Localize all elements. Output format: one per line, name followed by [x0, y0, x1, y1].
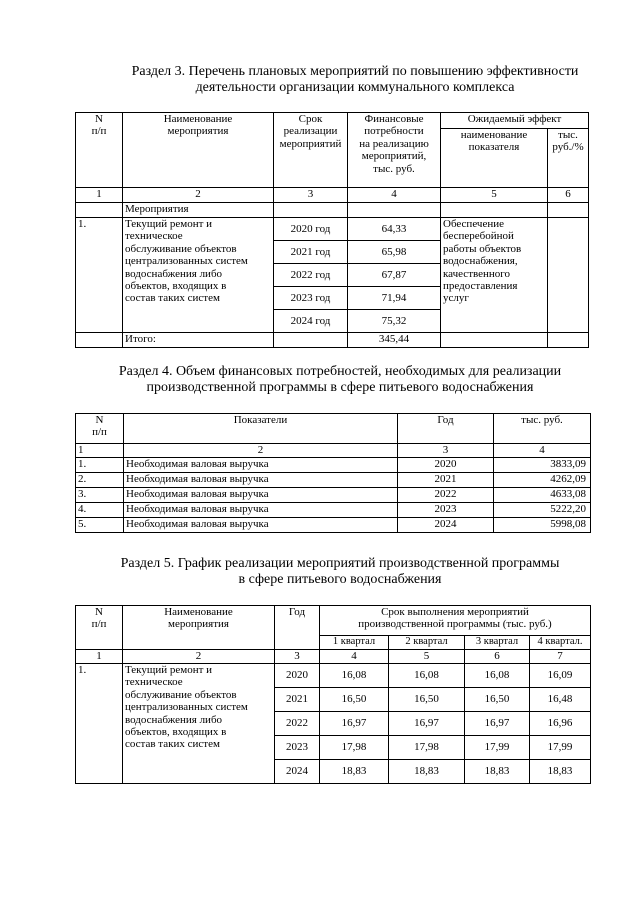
header-term: Срок реализации мероприятий: [274, 113, 348, 188]
header-finance: Финансовые потребности на реализацию мероприятий, тыс. руб.: [348, 113, 441, 188]
total-label: Итого:: [123, 333, 274, 348]
row-year: 2021: [275, 688, 320, 712]
row-year: 2021: [398, 473, 494, 488]
col-number: 4: [348, 188, 441, 203]
col-number: 3: [398, 444, 494, 458]
section5-title-line2: в сфере питьевого водоснабжения: [238, 572, 442, 587]
row-year: 2020 год: [274, 218, 348, 241]
section3-title-line2: деятельности организации коммунального комплекса: [195, 80, 515, 95]
row-q1: 16,97: [320, 712, 389, 736]
row-q2: 18,83: [389, 760, 465, 784]
item-name: Текущий ремонт и техническое обслуживание объектов централизованных систем водоснабжения либо объектов, входящих в состав таких систем: [123, 218, 274, 333]
row-q3: 17,99: [465, 736, 530, 760]
col-number: 4: [320, 650, 389, 664]
row-indicator: Необходимая валовая выручка: [124, 503, 398, 518]
row-value: 65,98: [348, 241, 441, 264]
row-value: 5222,20: [494, 503, 591, 518]
row-q2: 16,08: [389, 664, 465, 688]
section5-title: [60, 556, 620, 588]
item-name: Текущий ремонт и техническое обслуживание объектов централизованных систем водоснабжения либо объектов, входящих в состав таких систем: [123, 664, 275, 784]
row-q2: 16,97: [389, 712, 465, 736]
header-indicator: Показатели: [124, 414, 398, 444]
row-q3: 16,08: [465, 664, 530, 688]
section4-table: [75, 413, 591, 533]
row-year: 2024: [275, 760, 320, 784]
row-year: 2021 год: [274, 241, 348, 264]
section4-title-line2: производственной программы в сфере питьевого водоснабжения: [146, 380, 534, 395]
row-indicator: Необходимая валовая выручка: [124, 458, 398, 473]
header-effect-name: наименование показателя: [441, 129, 548, 188]
header-num: N п/п: [76, 113, 123, 188]
header-q4: 4 квартал.: [530, 636, 591, 650]
row-q1: 16,50: [320, 688, 389, 712]
row-year: 2020: [398, 458, 494, 473]
col-number: 1: [76, 444, 124, 458]
total-value: 345,44: [348, 333, 441, 348]
col-number: 3: [274, 188, 348, 203]
row-value: 71,94: [348, 287, 441, 310]
row-year: 2022 год: [274, 264, 348, 287]
row-year: 2024: [398, 518, 494, 533]
row-q2: 17,98: [389, 736, 465, 760]
row-value: 5998,08: [494, 518, 591, 533]
item-num: 1.: [76, 664, 123, 784]
col-number: 7: [530, 650, 591, 664]
row-q4: 16,48: [530, 688, 591, 712]
table-row: [76, 664, 591, 688]
col-number: 2: [124, 444, 398, 458]
row-q2: 16,50: [389, 688, 465, 712]
col-number: 6: [548, 188, 589, 203]
row-q3: 16,97: [465, 712, 530, 736]
row-q4: 17,99: [530, 736, 591, 760]
row-q1: 17,98: [320, 736, 389, 760]
col-number: 1: [76, 650, 123, 664]
row-q4: 16,96: [530, 712, 591, 736]
row-q4: 18,83: [530, 760, 591, 784]
header-num: N п/п: [76, 414, 124, 444]
row-value: 3833,09: [494, 458, 591, 473]
row-q4: 16,09: [530, 664, 591, 688]
header-name: Наименование мероприятия: [123, 113, 274, 188]
col-number: 2: [123, 650, 275, 664]
row-q1: 18,83: [320, 760, 389, 784]
row-q3: 16,50: [465, 688, 530, 712]
col-number: 1: [76, 188, 123, 203]
row-year: 2022: [398, 488, 494, 503]
row-year: 2020: [275, 664, 320, 688]
row-q3: 18,83: [465, 760, 530, 784]
row-q1: 16,08: [320, 664, 389, 688]
header-year: Год: [275, 606, 320, 650]
row-year: 2023: [275, 736, 320, 760]
table-row: [76, 458, 591, 473]
header-q2: 2 квартал: [389, 636, 465, 650]
row-value: 75,32: [348, 310, 441, 333]
header-name: Наименование мероприятия: [123, 606, 275, 650]
table-row: [76, 518, 591, 533]
row-num: 4.: [76, 503, 124, 518]
row-indicator: Необходимая валовая выручка: [124, 518, 398, 533]
col-number: 5: [441, 188, 548, 203]
row-year: 2024 год: [274, 310, 348, 333]
row-year: 2023: [398, 503, 494, 518]
col-number: 3: [275, 650, 320, 664]
section4-title-line1: Раздел 4. Объем финансовых потребностей, необходимых для реализации: [118, 364, 562, 379]
table-row: [76, 218, 589, 241]
row-num: 3.: [76, 488, 124, 503]
header-q1: 1 квартал: [320, 636, 389, 650]
header-value: тыс. руб.: [494, 414, 591, 444]
col-number: 2: [123, 188, 274, 203]
col-number: 6: [465, 650, 530, 664]
row-year: 2023 год: [274, 287, 348, 310]
section4-title: [60, 364, 620, 396]
group-label: Мероприятия: [123, 203, 274, 218]
header-term: Срок выполнения мероприятий производственной программы (тыс. руб.): [320, 606, 591, 636]
section3-table: [75, 112, 589, 348]
row-num: 2.: [76, 473, 124, 488]
item-num: 1.: [76, 218, 123, 333]
header-num: N п/п: [76, 606, 123, 650]
col-number: 4: [494, 444, 591, 458]
row-value: 64,33: [348, 218, 441, 241]
section5-title-line1: Раздел 5. График реализации мероприятий производственной программы: [120, 556, 560, 571]
header-effect: Ожидаемый эффект: [441, 113, 589, 129]
table-row: [76, 503, 591, 518]
header-q3: 3 квартал: [465, 636, 530, 650]
section3-title-line1: Раздел 3. Перечень плановых мероприятий по повышению эффективности: [131, 64, 579, 79]
row-num: 1.: [76, 458, 124, 473]
header-year: Год: [398, 414, 494, 444]
col-number: 5: [389, 650, 465, 664]
row-indicator: Необходимая валовая выручка: [124, 473, 398, 488]
section3-title: [90, 64, 620, 96]
row-indicator: Необходимая валовая выручка: [124, 488, 398, 503]
effect-text: Обеспечение бесперебойной работы объектов водоснабжения, качественного предоставления услуг: [441, 218, 548, 333]
row-value: 4633,08: [494, 488, 591, 503]
row-value: 4262,09: [494, 473, 591, 488]
row-num: 5.: [76, 518, 124, 533]
table-row: [76, 473, 591, 488]
table-row: [76, 488, 591, 503]
row-year: 2022: [275, 712, 320, 736]
header-effect-unit: тыс. руб./%: [548, 129, 589, 188]
section5-table: [75, 605, 591, 784]
row-value: 67,87: [348, 264, 441, 287]
